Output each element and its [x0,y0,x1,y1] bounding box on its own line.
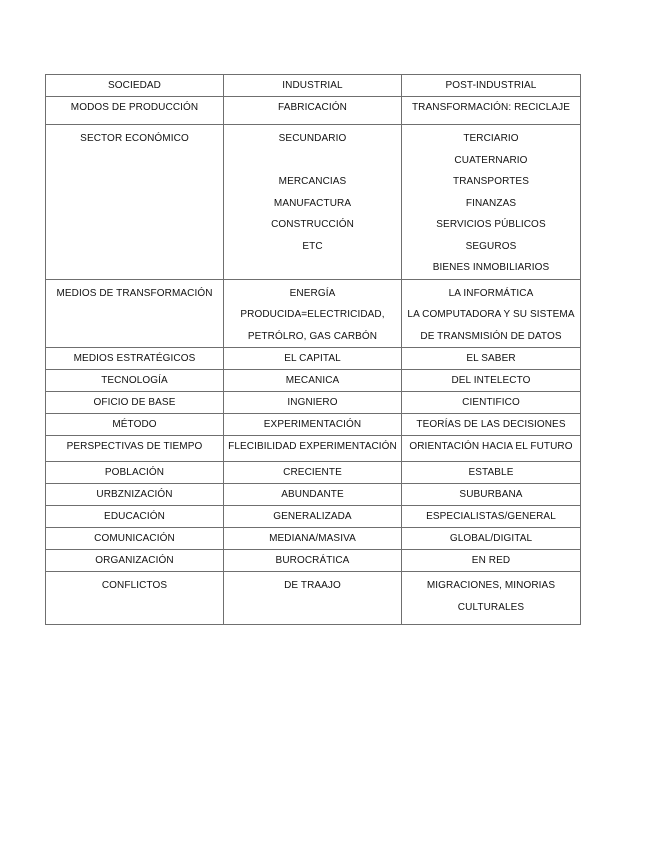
cell-text-line: TERCIARIO [463,133,519,144]
cell-text-line: EDUCACIÓN [104,511,165,522]
cell-text-line: TRANSPORTES [453,176,529,187]
cell-text-line: INGNIERO [287,397,338,408]
cell-text-line: SEGUROS [465,240,517,252]
cell-text-line: CULTURALES [457,601,525,613]
post-industrial-cell [402,392,581,414]
table-row [46,550,581,572]
industrial-cell [224,436,402,462]
row-label-cell [46,348,224,370]
cell-text-line: TECNOLOGÍA [101,375,168,386]
table-row [46,528,581,550]
post-industrial-cell [402,125,581,280]
industrial-cell [224,572,402,625]
cell-text-line: PRODUCIDA=ELECTRICIDAD, [240,309,385,320]
table-row [46,462,581,484]
cell-text-line: GLOBAL/DIGITAL [449,533,533,544]
cell-text-line: BUROCRÁTICA [275,555,350,566]
row-label-cell [46,370,224,392]
cell-text-line: SUBURBANA [459,489,523,500]
industrial-cell [224,279,402,348]
cell-text-line: DE TRANSMISIÓN DE DATOS [420,330,562,342]
row-label-cell [46,550,224,572]
table-row [46,279,581,348]
cell-text-line: FABRICACIÓN [278,102,347,113]
post-industrial-cell [402,279,581,348]
cell-text-line: SECTOR ECONÓMICO [80,133,189,144]
post-industrial-cell [402,436,581,462]
cell-text-line: MODOS DE PRODUCCIÓN [70,102,199,113]
industrial-cell [224,392,402,414]
cell-text-line: PERSPECTIVAS DE TIEMPO [66,441,203,452]
industrial-cell [224,484,402,506]
table-row [46,484,581,506]
row-label-cell [46,528,224,550]
cell-text-line: FINANZAS [465,197,517,209]
post-industrial-cell [402,97,581,125]
cell-text-line: MEDIANA/MASIVA [269,533,356,544]
row-label-cell [46,392,224,414]
cell-text-line: MERCANCIAS [278,176,347,187]
cell-text-line: CONSTRUCCIÓN [271,219,354,230]
post-industrial-cell [402,572,581,625]
cell-text-line: MIGRACIONES, MINORIAS [426,580,556,591]
cell-text-line: CRECIENTE [283,467,342,478]
header-cell-industrial: INDUSTRIAL [224,75,402,97]
industrial-cell [224,506,402,528]
row-label-cell [46,414,224,436]
industrial-cell [224,528,402,550]
table-row [46,414,581,436]
table-row [46,370,581,392]
row-label-cell [46,279,224,348]
industrial-cell [224,370,402,392]
cell-text-line: COMUNICACIÓN [94,533,175,544]
cell-text-line: LA INFORMÁTICA [448,287,534,299]
cell-text-line: LA COMPUTADORA Y SU SISTEMA [407,309,575,320]
cell-text-line: ABUNDANTE [281,489,344,500]
post-industrial-cell [402,370,581,392]
row-label-cell [46,506,224,528]
industrial-cell [224,125,402,280]
cell-text-line: DE TRAAJO [284,580,341,591]
cell-text-line: PETRÓLRO, GAS CARBÓN [247,330,378,342]
cell-text-line: CONFLICTOS [101,580,168,591]
row-label-cell [46,436,224,462]
cell-text-line: URBZNIZACIÓN [96,489,173,500]
table-row [46,392,581,414]
cell-text-line: TRANSFORMACIÓN: RECICLAJE [411,102,571,113]
industrial-cell [224,97,402,125]
row-label-cell [46,125,224,280]
row-label-cell [46,484,224,506]
industrial-cell [224,348,402,370]
table-row [46,125,581,280]
cell-text-line: BIENES INMOBILIARIOS [432,262,550,273]
cell-text-line: MECANICA [285,375,340,386]
cell-text-line: EXPERIMENTACIÓN [263,419,362,430]
cell-text-line [226,150,399,172]
table-row [46,572,581,625]
cell-text-line: FLECIBILIDAD EXPERIMENTACIÓN [228,441,397,452]
cell-text-line: SECUNDARIO [278,133,347,144]
cell-text-line: ESPECIALISTAS/GENERAL [426,511,556,522]
industrial-cell [224,414,402,436]
post-industrial-cell [402,462,581,484]
header-cell-sociedad: SOCIEDAD [46,75,224,97]
cell-text-line: EN RED [471,555,511,566]
cell-text-line: ORGANIZACIÓN [95,555,174,566]
cell-text-line: MEDIOS DE TRANSFORMACIÓN [56,287,213,299]
post-industrial-cell [402,550,581,572]
cell-text-line: MEDIOS ESTRATÉGICOS [73,353,196,364]
cell-text-line: GENERALIZADA [273,511,352,522]
post-industrial-cell [402,414,581,436]
cell-text-line: MANUFACTURA [273,197,352,209]
industrial-cell [224,550,402,572]
comparison-table [45,74,581,625]
cell-text-line: ENERGÍA [289,287,336,299]
header-cell-post-industrial: POST-INDUSTRIAL [402,75,581,97]
cell-text-line: ESTABLE [468,467,514,478]
post-industrial-cell [402,484,581,506]
industrial-cell [224,462,402,484]
cell-text-line: DEL INTELECTO [451,375,531,386]
table-row [46,436,581,462]
row-label-cell [46,97,224,125]
table-row [46,97,581,125]
cell-text-line: EL CAPITAL [284,353,341,364]
cell-text-line: MÉTODO [112,419,157,430]
cell-text-line: SERVICIOS PÚBLICOS [436,219,546,230]
post-industrial-cell [402,506,581,528]
table-row [46,506,581,528]
row-label-cell [46,462,224,484]
cell-text-line: TEORÍAS DE LAS DECISIONES [416,419,566,430]
cell-text-line: OFICIO DE BASE [93,397,176,408]
table-row [46,348,581,370]
cell-text-line: POBLACIÓN [104,467,165,478]
table-header-row [46,75,581,97]
post-industrial-cell [402,528,581,550]
post-industrial-cell [402,348,581,370]
cell-text-line: EL SABER [466,353,516,364]
cell-text-line: CIENTIFICO [462,397,520,408]
cell-text-line: ETC [302,240,323,252]
cell-text-line: CUATERNARIO [454,154,528,166]
row-label-cell [46,572,224,625]
cell-text-line: ORIENTACIÓN HACIA EL FUTURO [409,441,573,452]
